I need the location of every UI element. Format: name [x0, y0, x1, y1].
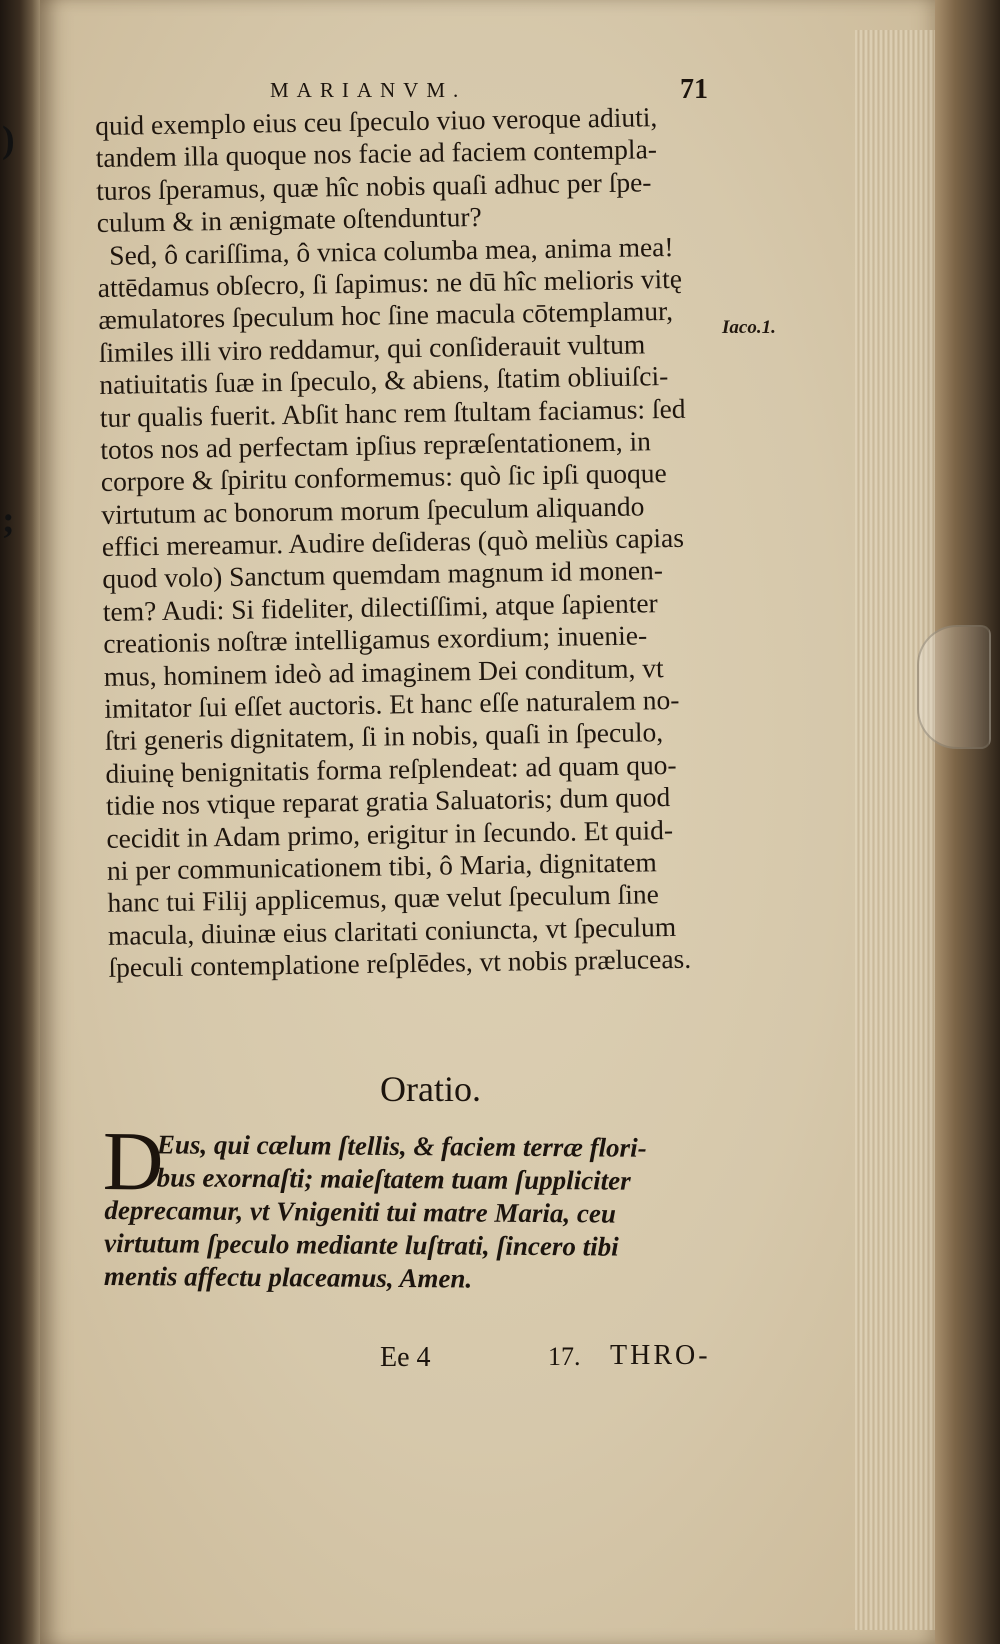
body-line: virtutum ac bonorum morum ſpeculum aliquando	[101, 490, 645, 530]
prayer-line: deprecamur, vt Vnigeniti tui matre Maria, ceu	[104, 1194, 617, 1229]
body-line: turos ſperamus, quæ hîc nobis quaſi adhuc per ſpe-	[96, 166, 652, 206]
body-line: mus, hominem ideò ad imaginem Dei conditum, vt	[103, 651, 664, 692]
prayer-line: virtutum ſpeculo mediante luſtrati, ſincero tibi	[104, 1227, 619, 1262]
body-line: totos nos ad perfectam ipſius repræſentationem, in	[100, 425, 652, 465]
body-line: natiuitatis ſuæ in ſpeculo, & abiens, ſtatim obliuiſci-	[99, 360, 669, 401]
body-line: ni per communicationem tibi, ô Maria, dignitatem	[106, 846, 657, 886]
oratio-heading: Oratio.	[380, 1069, 481, 1109]
body-line: ſpeculi contemplatione reſplēdes, vt nobis præluceas.	[108, 942, 692, 984]
body-line: tidie nos vtique reparat gratia Saluatoris; dum quod	[105, 781, 671, 822]
edge-mark-middle: ;	[2, 499, 15, 541]
body-line: quid exemplo eius ceu ſpeculo viuo veroque adiuti,	[95, 101, 658, 141]
page-fore-edge	[855, 30, 935, 1630]
body-line: tur qualis fuerit. Abſit hanc rem ſtultam faciamus: ſed	[99, 392, 686, 433]
page-number: 71	[680, 74, 708, 105]
prayer-line: mentis affectu placeamus, Amen.	[103, 1260, 473, 1294]
body-line: tandem illa quoque nos facie ad faciem contempla-	[95, 133, 658, 174]
body-line: cecidit in Adam primo, erigitur in ſecundo. Et quid-	[106, 813, 674, 854]
signature-mark: Ee 4	[380, 1342, 431, 1373]
body-line: corpore & ſpiritu conformemus: quò ſic ipſi quoque	[100, 457, 667, 498]
prayer-text	[102, 1114, 745, 1297]
body-line: quod volo) Sanctum quemdam magnum id monen-	[102, 554, 664, 595]
body-line: ſimiles illi viro reddamur, qui conſiderauit vultum	[98, 328, 646, 368]
running-head-title: MARIANVM.	[270, 78, 467, 102]
body-line: Sed, ô cariſſima, ô vnica columba mea, anima mea!	[109, 230, 674, 271]
book-clip	[917, 625, 991, 749]
catchword: THRO-	[610, 1340, 711, 1371]
body-text	[95, 100, 749, 984]
body-line: ſtri generis dignitatem, ſi in nobis, quaſi in ſpeculo,	[104, 716, 664, 757]
body-line: creationis noſtræ intelligamus exordium; inuenie-	[103, 619, 648, 660]
body-line: attēdamus obſecro, ſi ſapimus: ne dū hîc melioris vitę	[97, 262, 683, 303]
body-line: macula, diuinæ eius claritati coniuncta, vt ſpeculum	[107, 910, 677, 951]
body-line: tem? Audi: Si fideliter, dilectiſſimi, atque ſapienter	[102, 587, 658, 627]
body-line: hanc tui Filij applicemus, quæ velut ſpeculum ſine	[107, 878, 660, 919]
marginal-note: Iaco.1.	[722, 317, 776, 338]
body-line: culum & in ænigmate oſtenduntur?	[96, 201, 482, 239]
body-line: æmulatores ſpeculum hoc ſine macula cōtemplamur,	[98, 295, 674, 336]
prayer-line: Eus, qui cælum ſtellis, & faciem terræ flori-	[156, 1129, 647, 1163]
body-line: diuinę benignitatis forma reſplendeat: ad quam quo-	[105, 748, 677, 789]
body-line: imitator ſui eſſet auctoris. Et hanc eſſe naturalem no-	[104, 683, 680, 724]
body-line: effici mereamur. Audire deſideras (quò meliùs capias	[101, 521, 685, 563]
footer-number: 17.	[548, 1342, 581, 1371]
drop-cap: D	[102, 1114, 164, 1209]
edge-mark-top: )	[2, 119, 15, 161]
prayer-line: bus exornaſti; maieſtatem tuam ſuppliciter	[156, 1162, 631, 1196]
